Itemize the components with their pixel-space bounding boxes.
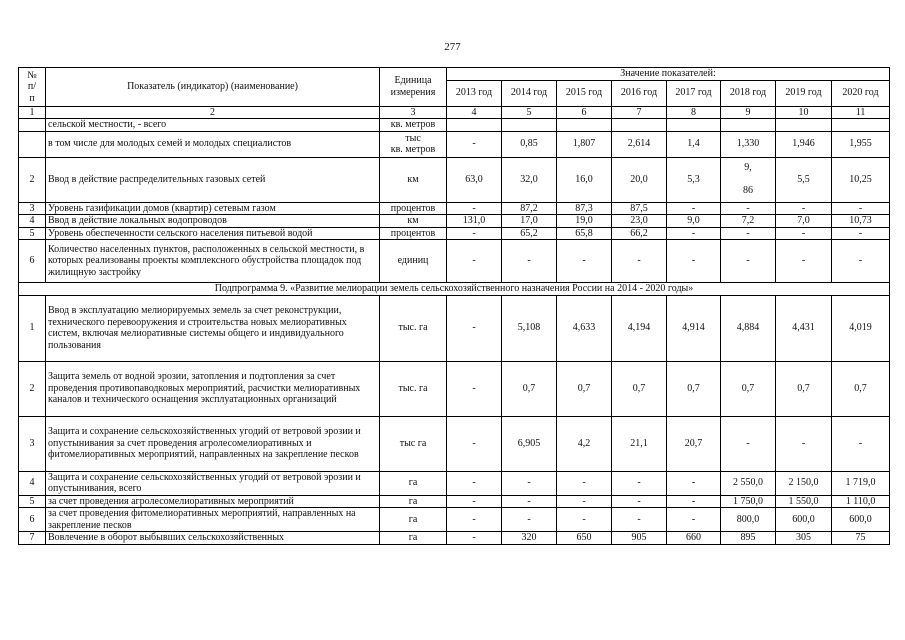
row-unit: км <box>380 157 447 202</box>
row-name: Количество населенных пунктов, расположенных в сельской местности, в которых реализованы проекты комплексного обустройства площадок под жилищную застройку <box>46 240 380 283</box>
row-value: - <box>502 508 557 532</box>
row-value: - <box>667 227 721 240</box>
row-num <box>19 131 46 157</box>
row-value: - <box>557 471 612 495</box>
row-value: 0,7 <box>612 361 667 416</box>
row-value: 1,955 <box>832 131 890 157</box>
row-value: - <box>612 508 667 532</box>
row-value: - <box>447 227 502 240</box>
row-value: 4,194 <box>612 295 667 361</box>
row-name: Уровень обеспеченности сельского населения питьевой водой <box>46 227 380 240</box>
row-unit: га <box>380 508 447 532</box>
row-num: 7 <box>19 532 46 545</box>
row-unit: тыс кв. метров <box>380 131 447 157</box>
row-value: - <box>557 508 612 532</box>
row-value: 4,914 <box>667 295 721 361</box>
row-value: 10,73 <box>832 215 890 228</box>
row-value: 87,5 <box>612 202 667 215</box>
row-value: 1,330 <box>721 131 776 157</box>
row-value: 800,0 <box>721 508 776 532</box>
row-name: в том числе для молодых семей и молодых специалистов <box>46 131 380 157</box>
row-value: - <box>832 202 890 215</box>
table-row <box>19 532 890 545</box>
table-row <box>19 240 890 283</box>
header-indicator: Показатель (индикатор) (наименование) <box>46 68 380 107</box>
subprogram-title: Подпрограмма 9. «Развитие мелиорации земель сельскохозяйственного назначения России на 2014 - 2020 годы» <box>19 283 890 296</box>
row-value: 5,108 <box>502 295 557 361</box>
row-unit: га <box>380 495 447 508</box>
row-num: 1 <box>19 295 46 361</box>
year-header: 2015 год <box>557 80 612 106</box>
row-value: - <box>667 240 721 283</box>
row-value: - <box>447 532 502 545</box>
row-value: 4,431 <box>776 295 832 361</box>
row-value: 131,0 <box>447 215 502 228</box>
row-value: - <box>667 471 721 495</box>
row-value <box>447 119 502 132</box>
row-value: 0,85 <box>502 131 557 157</box>
row-value <box>776 119 832 132</box>
row-value: - <box>502 471 557 495</box>
row-name: Защита и сохранение сельскохозяйственных угодий от ветровой эрозии и опустынивания, всего <box>46 471 380 495</box>
row-value: 650 <box>557 532 612 545</box>
column-numbers-row <box>19 106 890 119</box>
table-row <box>19 157 890 202</box>
row-value: 21,1 <box>612 416 667 471</box>
year-header: 2020 год <box>832 80 890 106</box>
column-number: 10 <box>776 106 832 119</box>
row-value: 4,884 <box>721 295 776 361</box>
table-row <box>19 119 890 132</box>
row-value: 1 719,0 <box>832 471 890 495</box>
row-value: - <box>721 227 776 240</box>
row-value: 0,7 <box>721 361 776 416</box>
row-value: 895 <box>721 532 776 545</box>
row-name: Ввод в действие локальных водопроводов <box>46 215 380 228</box>
row-unit: га <box>380 471 447 495</box>
row-value: - <box>776 240 832 283</box>
row-num: 5 <box>19 495 46 508</box>
row-value: 1,4 <box>667 131 721 157</box>
row-name: Защита и сохранение сельскохозяйственных угодий от ветровой эрозии и опустынивания за счет проведения агролесомелиоративных и фитомелиоративных мероприятий, направленных на закрепление песков <box>46 416 380 471</box>
row-value: 87,3 <box>557 202 612 215</box>
row-value: 1,807 <box>557 131 612 157</box>
row-value: 20,7 <box>667 416 721 471</box>
row-value: 0,7 <box>832 361 890 416</box>
column-number: 7 <box>612 106 667 119</box>
row-unit: км <box>380 215 447 228</box>
column-number: 2 <box>46 106 380 119</box>
row-value: 10,25 <box>832 157 890 202</box>
table-row <box>19 202 890 215</box>
row-value <box>832 119 890 132</box>
year-header: 2014 год <box>502 80 557 106</box>
row-value: 9, 86 <box>721 157 776 202</box>
year-header: 2019 год <box>776 80 832 106</box>
table-row <box>19 495 890 508</box>
row-value: - <box>667 508 721 532</box>
row-value: 16,0 <box>557 157 612 202</box>
row-value: 4,2 <box>557 416 612 471</box>
year-header: 2017 год <box>667 80 721 106</box>
row-value: - <box>667 202 721 215</box>
header-values-group: Значение показателей: <box>447 68 890 81</box>
subprogram-row <box>19 283 890 296</box>
column-number: 9 <box>721 106 776 119</box>
row-value: 0,7 <box>502 361 557 416</box>
row-value: 1,946 <box>776 131 832 157</box>
row-value: - <box>612 240 667 283</box>
row-value: - <box>612 495 667 508</box>
row-value: 23,0 <box>612 215 667 228</box>
row-value: 7,0 <box>776 215 832 228</box>
row-value: 600,0 <box>776 508 832 532</box>
row-value: - <box>447 295 502 361</box>
row-unit: единиц <box>380 240 447 283</box>
row-value: - <box>557 240 612 283</box>
row-value: - <box>447 508 502 532</box>
table-row <box>19 215 890 228</box>
column-number: 1 <box>19 106 46 119</box>
table-row <box>19 295 890 361</box>
row-num: 4 <box>19 215 46 228</box>
row-value: 2 150,0 <box>776 471 832 495</box>
year-header: 2016 год <box>612 80 667 106</box>
row-name: Вовлечение в оборот выбывших сельскохозяйственных <box>46 532 380 545</box>
row-value: 66,2 <box>612 227 667 240</box>
row-value <box>612 119 667 132</box>
row-value: - <box>502 240 557 283</box>
row-value: 5,3 <box>667 157 721 202</box>
row-num: 6 <box>19 508 46 532</box>
row-unit: кв. метров <box>380 119 447 132</box>
row-value: - <box>447 361 502 416</box>
row-value: 1 550,0 <box>776 495 832 508</box>
page-number: 277 <box>444 41 461 53</box>
column-number: 6 <box>557 106 612 119</box>
row-value: 0,7 <box>667 361 721 416</box>
row-num: 2 <box>19 361 46 416</box>
row-value: - <box>447 495 502 508</box>
row-value <box>557 119 612 132</box>
row-value <box>721 119 776 132</box>
row-value: 2,614 <box>612 131 667 157</box>
row-value <box>667 119 721 132</box>
row-value: - <box>502 495 557 508</box>
indicators-table <box>18 67 890 545</box>
row-num: 4 <box>19 471 46 495</box>
year-header: 2013 год <box>447 80 502 106</box>
row-value: 5,5 <box>776 157 832 202</box>
column-number: 4 <box>447 106 502 119</box>
row-value: 305 <box>776 532 832 545</box>
row-value: 905 <box>612 532 667 545</box>
row-unit: тыс. га <box>380 295 447 361</box>
table-row <box>19 361 890 416</box>
header-unit: Единица измерения <box>380 68 447 107</box>
row-num: 3 <box>19 202 46 215</box>
row-value: 65,8 <box>557 227 612 240</box>
row-value: 320 <box>502 532 557 545</box>
row-name: Уровень газификации домов (квартир) сетевым газом <box>46 202 380 215</box>
row-value: 7,2 <box>721 215 776 228</box>
table-row <box>19 471 890 495</box>
row-value: 87,2 <box>502 202 557 215</box>
row-num: 5 <box>19 227 46 240</box>
column-number: 11 <box>832 106 890 119</box>
row-value: - <box>776 202 832 215</box>
row-value: 63,0 <box>447 157 502 202</box>
row-unit: тыс га <box>380 416 447 471</box>
row-value: - <box>447 240 502 283</box>
row-value: - <box>832 240 890 283</box>
row-value: 0,7 <box>776 361 832 416</box>
header-row <box>19 68 890 81</box>
row-value: 1 750,0 <box>721 495 776 508</box>
row-value: 4,633 <box>557 295 612 361</box>
row-value: 660 <box>667 532 721 545</box>
row-value: 2 550,0 <box>721 471 776 495</box>
table-row <box>19 508 890 532</box>
row-value: 75 <box>832 532 890 545</box>
row-name: за счет проведения агролесомелиоративных мероприятий <box>46 495 380 508</box>
row-value: - <box>776 416 832 471</box>
row-num: 3 <box>19 416 46 471</box>
row-value: 65,2 <box>502 227 557 240</box>
row-value: - <box>721 202 776 215</box>
row-value: - <box>612 471 667 495</box>
header-num: № п/ п <box>19 68 46 107</box>
row-unit: процентов <box>380 227 447 240</box>
table-row <box>19 416 890 471</box>
row-value: 9,0 <box>667 215 721 228</box>
row-num: 6 <box>19 240 46 283</box>
row-unit: га <box>380 532 447 545</box>
row-value: 6,905 <box>502 416 557 471</box>
column-number: 8 <box>667 106 721 119</box>
row-value: 1 110,0 <box>832 495 890 508</box>
row-value: - <box>447 416 502 471</box>
row-value: - <box>557 495 612 508</box>
column-number: 5 <box>502 106 557 119</box>
year-header: 2018 год <box>721 80 776 106</box>
column-number: 3 <box>380 106 447 119</box>
row-num: 2 <box>19 157 46 202</box>
row-value: 32,0 <box>502 157 557 202</box>
row-value: 17,0 <box>502 215 557 228</box>
row-name: Ввод в действие распределительных газовых сетей <box>46 157 380 202</box>
row-value: - <box>447 131 502 157</box>
row-unit: процентов <box>380 202 447 215</box>
row-value: 4,019 <box>832 295 890 361</box>
row-value <box>502 119 557 132</box>
table-row <box>19 131 890 157</box>
row-value: - <box>667 495 721 508</box>
row-value: 0,7 <box>557 361 612 416</box>
row-value: - <box>776 227 832 240</box>
row-value: - <box>721 416 776 471</box>
row-name: Защита земель от водной эрозии, затопления и подтопления за счет проведения противопаводковых мероприятий, расчистки мелиоративных каналов и технического оснащения эксплуатационных организаций <box>46 361 380 416</box>
row-num <box>19 119 46 132</box>
row-value: - <box>447 202 502 215</box>
row-value: 20,0 <box>612 157 667 202</box>
row-value: - <box>832 416 890 471</box>
row-value: 19,0 <box>557 215 612 228</box>
row-name: сельской местности, - всего <box>46 119 380 132</box>
row-value: 600,0 <box>832 508 890 532</box>
row-unit: тыс. га <box>380 361 447 416</box>
row-value: - <box>447 471 502 495</box>
row-name: за счет проведения фитомелиоративных мероприятий, направленных на закрепление песков <box>46 508 380 532</box>
row-value: - <box>721 240 776 283</box>
row-value: - <box>832 227 890 240</box>
row-name: Ввод в эксплуатацию мелиорируемых земель за счет реконструкции, технического перевооружения и строительства новых мелиоративных систем, включая мелиоративные системы общего и индивидуального пользования <box>46 295 380 361</box>
table-row <box>19 227 890 240</box>
